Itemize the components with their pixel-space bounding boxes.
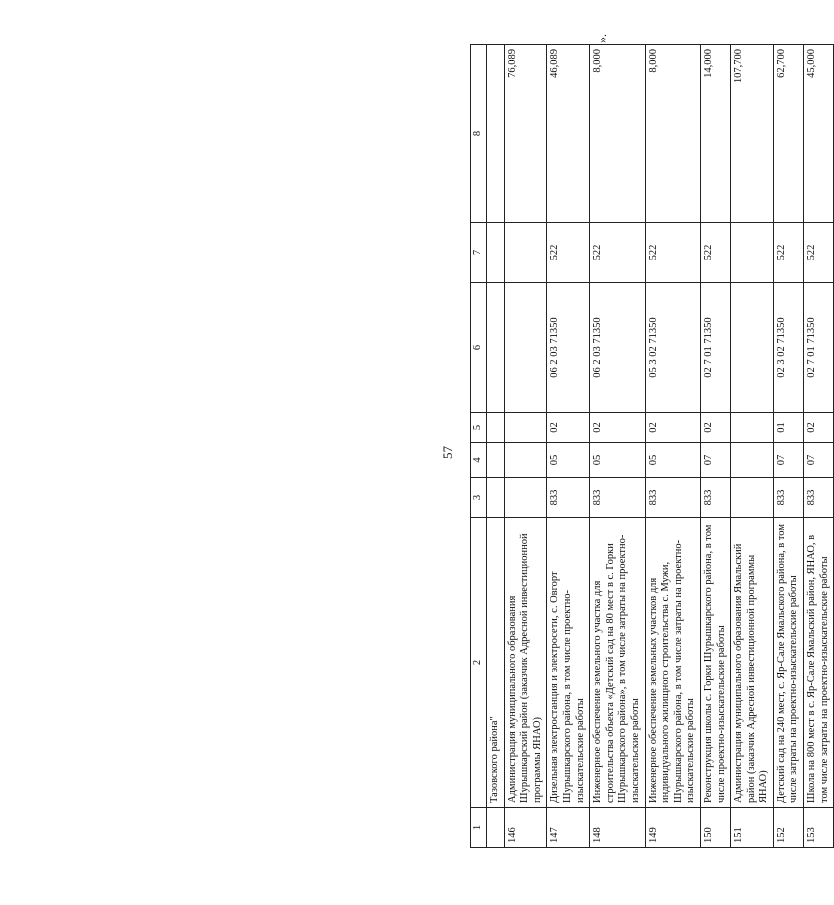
code-6-cell: 02 7 01 71350 — [700, 283, 730, 413]
code-6-cell: 02 7 01 71350 — [804, 283, 834, 413]
amount-cell: 62,700 — [773, 45, 803, 223]
code-3-cell — [731, 478, 774, 518]
amount-cell: 76,089 — [504, 45, 547, 223]
code-5-cell: 02 — [645, 413, 700, 443]
intro-text-cell: Тазовского района" — [487, 518, 505, 808]
code-3-cell: 833 — [547, 478, 590, 518]
table-row — [731, 45, 774, 848]
table-row — [504, 45, 547, 848]
row-number-cell: 147 — [547, 808, 590, 848]
code-6-cell — [504, 283, 547, 413]
object-name-cell: Инженерное обеспечение земельных участков для индивидуального жилищного строительства с. Мужи, Шурышкарского района, в том числе затраты на проектно-изыскательские работы — [645, 518, 700, 808]
column-header: 2 — [471, 518, 487, 808]
row-number-cell: 153 — [804, 808, 834, 848]
code-7-cell: 522 — [804, 223, 834, 283]
amount-cell: 46,089 — [547, 45, 590, 223]
column-header-row — [471, 45, 487, 848]
column-header: 4 — [471, 443, 487, 478]
code-4-cell: 05 — [547, 443, 590, 478]
code-7-cell: 522 — [590, 223, 645, 283]
row-number-cell: 148 — [590, 808, 645, 848]
object-name-cell: Школа на 800 мест в с. Яр-Сале Ямальский район, ЯНАО, в том числе затраты на проектно-изыскательские работы — [804, 518, 834, 808]
code-7-cell: 522 — [700, 223, 730, 283]
row-number-cell: 150 — [700, 808, 730, 848]
code-5-cell: 01 — [773, 413, 803, 443]
code-7-cell: 522 — [645, 223, 700, 283]
code-3-cell: 833 — [773, 478, 803, 518]
code-5-cell: 02 — [700, 413, 730, 443]
code-7-cell: 522 — [547, 223, 590, 283]
table-row-intro — [487, 45, 505, 848]
program-table — [470, 44, 834, 848]
code-5-cell: 02 — [547, 413, 590, 443]
code-6-cell: 05 3 02 71350 — [645, 283, 700, 413]
column-header: 5 — [471, 413, 487, 443]
object-name-cell: Реконструкция школы с. Горки Шурышкарского района, в том числе проектно-изыскательские работы — [700, 518, 730, 808]
code-5-cell — [731, 413, 774, 443]
code-4-cell: 05 — [645, 443, 700, 478]
row-number-cell: 146 — [504, 808, 547, 848]
code-7-cell: 522 — [773, 223, 803, 283]
code-5-cell: 02 — [804, 413, 834, 443]
code-4-cell: 07 — [773, 443, 803, 478]
row-number-cell: 149 — [645, 808, 700, 848]
table-row — [590, 45, 645, 848]
object-name-cell: Детский сад на 240 мест, с. Яр-Сале Ямальского района, в том числе затраты на проектно-изыскательские работы — [773, 518, 803, 808]
code-4-cell — [504, 443, 547, 478]
code-3-cell: 833 — [590, 478, 645, 518]
code-4-cell: 07 — [804, 443, 834, 478]
amount-cell: 45,000 — [804, 45, 834, 223]
code-5-cell — [504, 413, 547, 443]
column-header: 6 — [471, 283, 487, 413]
code-6-cell: 02 3 02 71350 — [773, 283, 803, 413]
table-row — [645, 45, 700, 848]
column-header: 7 — [471, 223, 487, 283]
table-row — [804, 45, 834, 848]
code-3-cell: 833 — [645, 478, 700, 518]
table-row — [773, 45, 803, 848]
closing-mark: ». — [595, 34, 609, 43]
code-4-cell: 07 — [700, 443, 730, 478]
row-number-cell: 151 — [731, 808, 774, 848]
amount-cell: 107,700 — [731, 45, 774, 223]
code-3-cell — [504, 478, 547, 518]
code-6-cell: 06 2 03 71350 — [590, 283, 645, 413]
code-6-cell: 06 2 03 71350 — [547, 283, 590, 413]
column-header: 1 — [471, 808, 487, 848]
object-name-cell: Инженерное обеспечение земельного участка для строительства объекта «Детский сад на 80 мест в с. Горки Шурышкарского района», в том числе затраты на проектно-изыскательские работы — [590, 518, 645, 808]
object-name-cell: Дизельная электростанция и электросети, с. Овгорт Шурышкарского района, в том числе проектно-изыскательские работы — [547, 518, 590, 808]
code-3-cell: 833 — [804, 478, 834, 518]
object-name-cell: Администрация муниципального образования Шурышкарский район (заказчик Адресной инвестиционной программы ЯНАО) — [504, 518, 547, 808]
amount-cell: 8,000 — [645, 45, 700, 223]
object-name-cell: Администрация муниципального образования Ямальский район (заказчик Адресной инвестиционной программы ЯНАО) — [731, 518, 774, 808]
table-row — [700, 45, 730, 848]
amount-cell: 8,000 — [590, 45, 645, 223]
code-4-cell: 05 — [590, 443, 645, 478]
table-row — [547, 45, 590, 848]
code-4-cell — [731, 443, 774, 478]
page-number: 57 — [440, 446, 455, 459]
column-header: 3 — [471, 478, 487, 518]
code-7-cell — [731, 223, 774, 283]
code-5-cell: 02 — [590, 413, 645, 443]
code-7-cell — [504, 223, 547, 283]
column-header: 8 — [471, 45, 487, 223]
amount-cell: 14,000 — [700, 45, 730, 223]
code-6-cell — [731, 283, 774, 413]
code-3-cell: 833 — [700, 478, 730, 518]
row-number-cell: 152 — [773, 808, 803, 848]
